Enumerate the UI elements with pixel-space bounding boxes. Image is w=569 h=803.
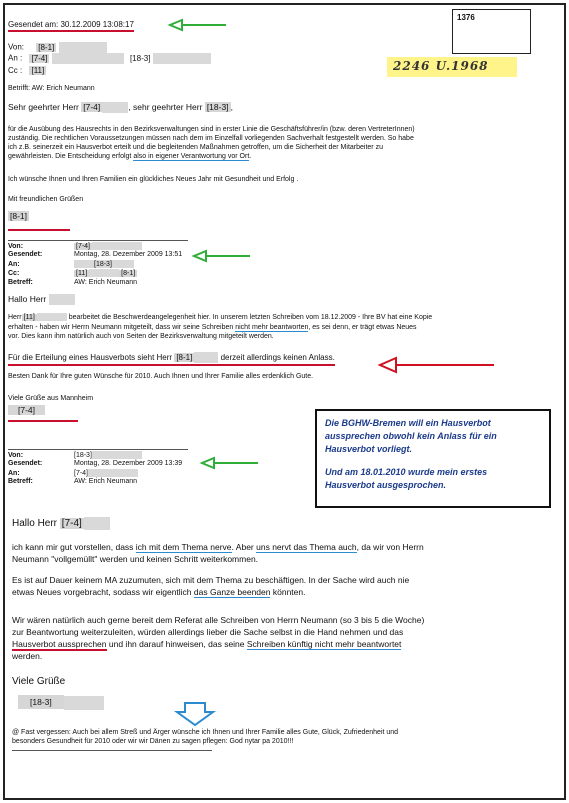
email3-p1-text-a: ich kann mir gut vorstellen, dass: [12, 542, 134, 552]
email2-cc-label: Cc:: [8, 270, 20, 278]
email3-subject-value: AW: Erich Neumann: [74, 478, 138, 486]
email2-signature-tag: [7-4]: [8, 405, 45, 415]
email3-postscript: [12, 728, 560, 746]
email1-cc-label: Cc :: [8, 66, 23, 75]
email2-separator: [8, 240, 188, 241]
email2-sent-value: Montag, 28. Dezember 2009 13:51: [74, 251, 183, 259]
email1-sent-line: [8, 20, 134, 29]
email3-p2-line2a: etwas Neues vorgebracht, sodass wir eigentlich: [12, 587, 192, 597]
email3-to-label: An:: [8, 469, 20, 477]
red-underline-signature-2: [8, 420, 78, 422]
email3-separator: [8, 449, 188, 450]
red-arrow: [378, 357, 496, 373]
note-line-3: Hausverbot vorliegt.: [325, 444, 413, 454]
email1-closing: Mit freundlichen Grüßen: [8, 196, 84, 203]
email3-p2-line2b: könnten.: [272, 587, 306, 597]
email2-paragraph-2: [8, 352, 335, 363]
postscript-separator: [12, 750, 212, 751]
email2-greeting: [8, 294, 75, 305]
handwritten-note: 2246 U.1968: [387, 57, 517, 77]
email2-cc-value: [11]: [76, 270, 88, 278]
email2-signature: [8, 405, 45, 415]
email2-from-label: Von:: [8, 242, 24, 250]
email3-header: [8, 451, 182, 487]
email1-to-label: An :: [8, 53, 23, 63]
email2-p1-line2b: , es sei denn, er trägt etwas Neues: [308, 323, 417, 331]
email3-greeting-text: Hallo Herr: [12, 518, 58, 530]
email1-p1-line4-text: gewährleisten. Die Entscheidung erfolgt: [8, 153, 132, 160]
email2-p2-text-a: Für die Erteilung eines Hausverbots sieht Herr: [8, 352, 173, 362]
email1-paragraph-2: Ich wünsche Ihnen und Ihren Familien ein glückliches Neues Jahr mit Gesundheit und Erfolg .: [8, 176, 299, 183]
email3-paragraph-1: [12, 541, 560, 565]
note-line-2: aussprechen obwohl kein Anlass für ein: [325, 431, 497, 441]
email2-p1-line2a: erhalten - haben wir Herrn Neumann mitgeteilt, dass wir seine Schreiben: [8, 323, 234, 331]
email3-p1-text-b: . Aber: [231, 542, 254, 552]
email3-sent-value: Montag, 28. Dezember 2009 13:39: [74, 460, 183, 468]
email2-cc-value2: [8-1]: [121, 270, 136, 278]
email3-p1-text-c: , da wir von Herrn: [356, 542, 424, 552]
email3-ps-line1: @ Fast vergessen: Auch bei allem Streß und Ärger wünsche ich Ihnen und Ihrer Familie alles Gute, Glück, Zufriedenheit und: [12, 729, 399, 736]
email2-p1-tag: [11]: [23, 314, 35, 321]
email1-sent-label: Gesendet am:: [8, 20, 59, 29]
email3-p3-line2: zur Beantwortung weiterzuleiten, würden allerdings lieber die Sache selbst in die Hand nehmen und das: [12, 627, 404, 637]
email3-greeting-tag: [7-4]: [61, 518, 82, 530]
email1-to-value2: [18-3]: [129, 53, 151, 63]
email1-signature-tag: [8-1]: [10, 211, 28, 221]
email2-p1-line3: vor. Dies kann ihm natürlich auch von Seiten der Bezirksverwaltung mitgeteilt werden.: [8, 333, 274, 340]
email3-signature-tag: [18-3]: [18, 695, 64, 709]
email3-to-value: [7-4]: [74, 469, 89, 477]
email2-to-value: [18-3]: [94, 260, 112, 268]
email1-greeting: [8, 102, 233, 113]
email3-p1-highlight-1: ich mit dem Thema nerve: [135, 542, 232, 552]
email2-from-value: [7-4]: [76, 242, 91, 250]
email1-from-line: [8, 42, 107, 53]
email2-subject-label: Betreff:: [8, 278, 33, 286]
email2-closing: Viele Grüße aus Mannheim: [8, 395, 94, 402]
email1-p1-line2: zuständig. Die rechtlichen Voraussetzungen müssen nach dem im Einzelfall vorliegenden Sachverhalt festgestellt werden. So habe: [8, 135, 414, 142]
email3-subject-label: Betreff:: [8, 478, 33, 486]
email3-p3-highlight-2: Schreiben künftig nicht mehr beantwortet: [246, 639, 402, 649]
email2-paragraph-3: Besten Dank für Ihre guten Wünsche für 2010. Auch Ihnen und Ihrer Familie alles erdenklich Gute.: [8, 373, 314, 380]
email1-cc-value: [11]: [31, 66, 45, 75]
email3-p2-line1: Es ist auf Dauer keinem MA zuzumuten, sich mit dem Thema zu beschäftigen. In der Sache wird auch nie: [12, 575, 410, 585]
email1-paragraph-1: [8, 125, 560, 161]
greeting-text-b: , sehr geehrter Herr: [128, 102, 203, 112]
email3-greeting: [12, 517, 110, 530]
blue-down-arrow: [175, 702, 215, 726]
green-arrow-3: [200, 457, 260, 469]
document-id: 1376: [457, 13, 475, 22]
green-arrow-1: [168, 19, 228, 31]
greeting-text-a: Sehr geehrter Herr: [8, 102, 79, 112]
email1-sent-value: 30.12.2009 13:08:17: [60, 20, 134, 29]
email3-p3-line1: Wir wären natürlich auch gerne bereit dem Referat alle Schreiben von Herrn Neumann (so 3 bis 5 die Woche): [12, 615, 425, 625]
email3-paragraph-2: [12, 574, 560, 598]
email2-sent-label: Gesendet:: [8, 251, 43, 259]
email2-p2-tag: [8-1]: [176, 352, 193, 362]
email1-from-label: Von:: [8, 42, 25, 52]
email1-p1-line1: für die Ausübung des Hausrechts in den Bezirksverwaltungen sind in erster Linie die Geschäftsführer/in (bzw. deren VertreterInnen): [8, 126, 415, 133]
email3-p3-line3a: und ihn darauf hinweisen, das seine: [108, 639, 245, 649]
red-underline-signature-1: [8, 229, 70, 231]
email1-signature: [8, 211, 29, 221]
email3-p2-highlight: das Ganze beenden: [193, 587, 271, 597]
green-arrow-2: [192, 250, 252, 262]
email1-from-value: [8-1]: [38, 42, 55, 52]
greeting-tag-2: [18-3]: [206, 102, 229, 112]
email3-from-value: [18-3]: [74, 451, 92, 459]
email1-p1-line3: ich z.B. seinerzeit ein Hausverbot erteilt und die begleitenden Maßnahmen getroffen, um die Sicherheit der Mitarbeiter zu: [8, 144, 383, 151]
email2-p2-text-b: derzeit allerdings keinen Anlass.: [220, 352, 335, 362]
email3-p3-highlight-1: Hausverbot aussprechen: [12, 639, 107, 649]
email2-header: [8, 242, 182, 287]
email3-from-label: Von:: [8, 451, 24, 459]
greeting-tag-1: [7-4]: [83, 102, 101, 112]
email2-p1-line1: bearbeitet die Beschwerdeangelegenheit hier. In unserem letzten Schreiben vom 18.12.2009 - Ihre BV hat eine Kopie: [68, 314, 433, 321]
email1-to-value: [7-4]: [31, 53, 48, 63]
note-line-1: Die BGHW-Bremen will ein Hausverbot: [325, 418, 491, 428]
email3-sent-label: Gesendet:: [8, 460, 43, 468]
email3-ps-line2: besonders Gesundheit für 2010 oder wir wir Dänen zu sagen pflegen: God nytar pa 2010!!!: [12, 738, 294, 745]
document-id-box: [452, 9, 531, 54]
email1-p1-line4-end: .: [249, 153, 252, 160]
greeting-text-c: ,: [230, 102, 233, 112]
email3-closing: Viele Grüße: [12, 676, 66, 687]
email3-paragraph-3: [12, 614, 560, 662]
email2-greeting-text: Hallo Herr: [8, 294, 47, 304]
email2-paragraph-1: Herr [11] bearbeitet die Beschwerdeangelegenheit hier. In unserem letzten Schreiben vom 18.12.2009 - Ihre BV hat eine Kopie erhalten - haben wir Herrn Neumann mitgeteilt, dass wir seine Schreiben nicht mehr beantworten, es sei denn, er trägt etwas Neues vor. Dies kann ihm natürlich auch von Seiten der Bezirksverwaltung mitgeteilt werden.: [8, 313, 560, 342]
note-line-5: Hausverbot ausgesprochen.: [325, 480, 447, 490]
email3-signature: [18, 696, 104, 710]
email3-p3-line4: werden.: [12, 651, 43, 661]
email1-p1-highlight: also in eigener Verantwortung vor Ort: [133, 153, 250, 160]
email1-cc-line: [8, 66, 46, 75]
note-line-4: Und am 18.01.2010 wurde mein erstes: [325, 467, 488, 477]
email1-p1-line4: [8, 152, 560, 161]
annotation-note-box: [315, 409, 551, 508]
email1-to-line: [8, 53, 211, 64]
email3-p1-highlight-2: uns nervt das Thema auch: [256, 542, 357, 552]
email2-p1-highlight: nicht mehr beantworten: [235, 323, 309, 331]
email2-subject-value: AW: Erich Neumann: [74, 278, 138, 286]
email1-subject: Betrifft: AW: Erich Neumann: [8, 85, 95, 92]
email2-to-label: An:: [8, 260, 20, 268]
email3-p1-line2: Neumann "vollgemüllt" werden und keinen Schritt weiterkommen.: [12, 554, 259, 564]
